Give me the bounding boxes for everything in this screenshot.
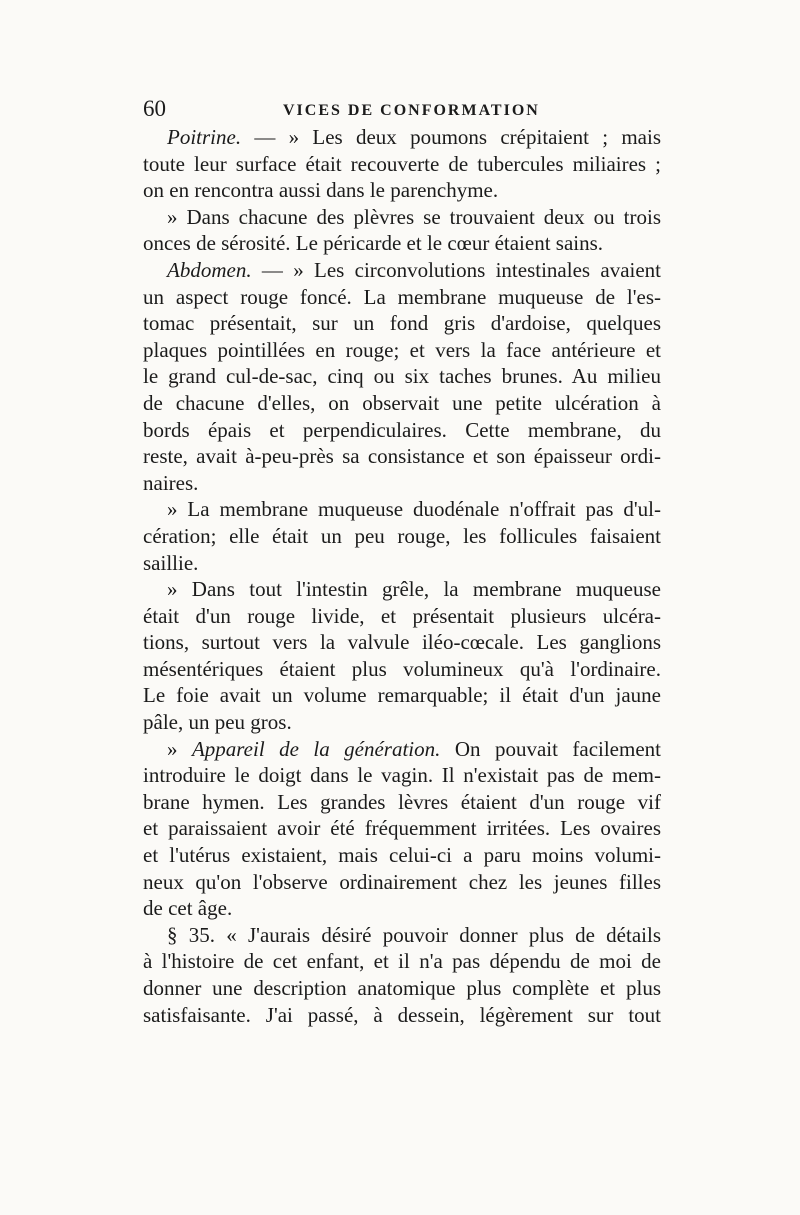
text-run: on en rencontra aussi dans le parenchyme. <box>143 178 499 203</box>
text-line <box>143 948 661 975</box>
text-line <box>143 417 661 444</box>
text-run: neux qu'on l'observe ordinairement chez les jeunes filles <box>143 869 661 894</box>
text-line <box>143 576 661 603</box>
text-line <box>143 550 661 577</box>
text-line <box>143 682 661 709</box>
text-run: introduire le doigt dans le vagin. Il n'existait pas de mem- <box>143 763 661 788</box>
text-run: mésentériques étaient plus volumineux qu'à l'ordinaire. <box>143 656 661 681</box>
text-run: pâle, un peu gros. <box>143 710 292 735</box>
text-line <box>143 603 661 630</box>
text-run: § 35. « J'aurais désiré pouvoir donner plus de détails <box>167 922 661 947</box>
text-run: plaques pointillées en rouge; et vers la face antérieure et <box>143 337 661 362</box>
page-number: 60 <box>143 96 166 121</box>
text-line <box>143 975 661 1002</box>
text-run: bords épais et perpendiculaires. Cette membrane, du <box>143 417 661 442</box>
text-run: onces de sérosité. Le péricarde et le cœur étaient sains. <box>143 231 604 256</box>
text-run: le grand cul-de-sac, cinq ou six taches brunes. Au milieu <box>143 364 661 389</box>
text-run: On pouvait facilement <box>440 736 661 761</box>
text-run: tomac présentait, sur un fond gris d'ardoise, quelques <box>143 311 661 336</box>
text-line <box>143 736 661 763</box>
text-line <box>143 842 661 869</box>
italic-text-run: Appareil de la génération. <box>191 736 441 761</box>
text-line <box>143 789 661 816</box>
text-line <box>143 523 661 550</box>
text-line <box>143 151 661 178</box>
text-run: cération; elle était un peu rouge, les follicules faisaient <box>143 523 661 548</box>
text-run: un aspect rouge foncé. La membrane muqueuse de l'es- <box>143 284 661 309</box>
text-run: reste, avait à-peu-près sa consistance et son épaisseur ordi- <box>143 444 661 469</box>
text-line <box>143 284 661 311</box>
text-run: » Dans chacune des plèvres se trouvaient deux ou trois <box>167 204 661 229</box>
text-run: » <box>167 736 192 761</box>
italic-text-run: Poitrine. <box>167 125 242 149</box>
text-run: et paraissaient avoir été fréquemment irritées. Les ovaires <box>143 816 661 841</box>
text-line <box>143 230 661 257</box>
text-run: saillie. <box>143 550 199 575</box>
text-line <box>143 709 661 736</box>
running-title: VICES DE CONFORMATION <box>283 102 540 119</box>
text-line <box>143 204 661 231</box>
text-run: toute leur surface était recouverte de tubercules miliaires ; <box>143 151 661 176</box>
text-line <box>143 363 661 390</box>
text-line <box>143 177 661 204</box>
text-run: à l'histoire de cet enfant, et il n'a pas dépendu de moi de <box>143 949 661 974</box>
text-run: » La membrane muqueuse duodénale n'offrait pas d'ul- <box>167 497 661 522</box>
text-run: de cet âge. <box>143 896 233 921</box>
italic-text-run: Abdomen. <box>167 257 252 282</box>
text-line <box>143 815 661 842</box>
body-text <box>143 124 661 1028</box>
text-line <box>143 1002 661 1029</box>
text-line <box>143 257 661 284</box>
text-line <box>143 922 661 949</box>
text-line <box>143 869 661 896</box>
text-run: et l'utérus existaient, mais celui-ci a paru moins volumi- <box>143 843 661 868</box>
text-run: — » Les deux poumons crépitaient ; mais <box>241 125 661 149</box>
text-line <box>143 390 661 417</box>
text-line <box>143 124 661 151</box>
text-line <box>143 895 661 922</box>
text-run: — » Les circonvolutions intestinales avaient <box>251 257 661 282</box>
text-run: Le foie avait un volume remarquable; il était d'un jaune <box>143 683 661 708</box>
text-line <box>143 496 661 523</box>
text-line <box>143 656 661 683</box>
text-run: naires. <box>143 470 199 495</box>
text-line <box>143 443 661 470</box>
text-run: donner une description anatomique plus complète et plus <box>143 976 661 1000</box>
text-run: était d'un rouge livide, et présentait plusieurs ulcéra- <box>143 603 661 628</box>
page-header <box>143 96 663 126</box>
text-run: tions, surtout vers la valvule iléo-cœcale. Les ganglions <box>143 630 661 655</box>
text-run: brane hymen. Les grandes lèvres étaient d'un rouge vif <box>143 789 661 814</box>
text-line <box>143 762 661 789</box>
text-line <box>143 337 661 364</box>
text-line <box>143 470 661 497</box>
text-run: satisfaisante. J'ai passé, à dessein, légèrement sur tout <box>143 1002 661 1027</box>
text-line <box>143 629 661 656</box>
text-run: » Dans tout l'intestin grêle, la membrane muqueuse <box>167 577 661 602</box>
text-line <box>143 310 661 337</box>
text-run: de chacune d'elles, on observait une petite ulcération à <box>143 390 661 415</box>
